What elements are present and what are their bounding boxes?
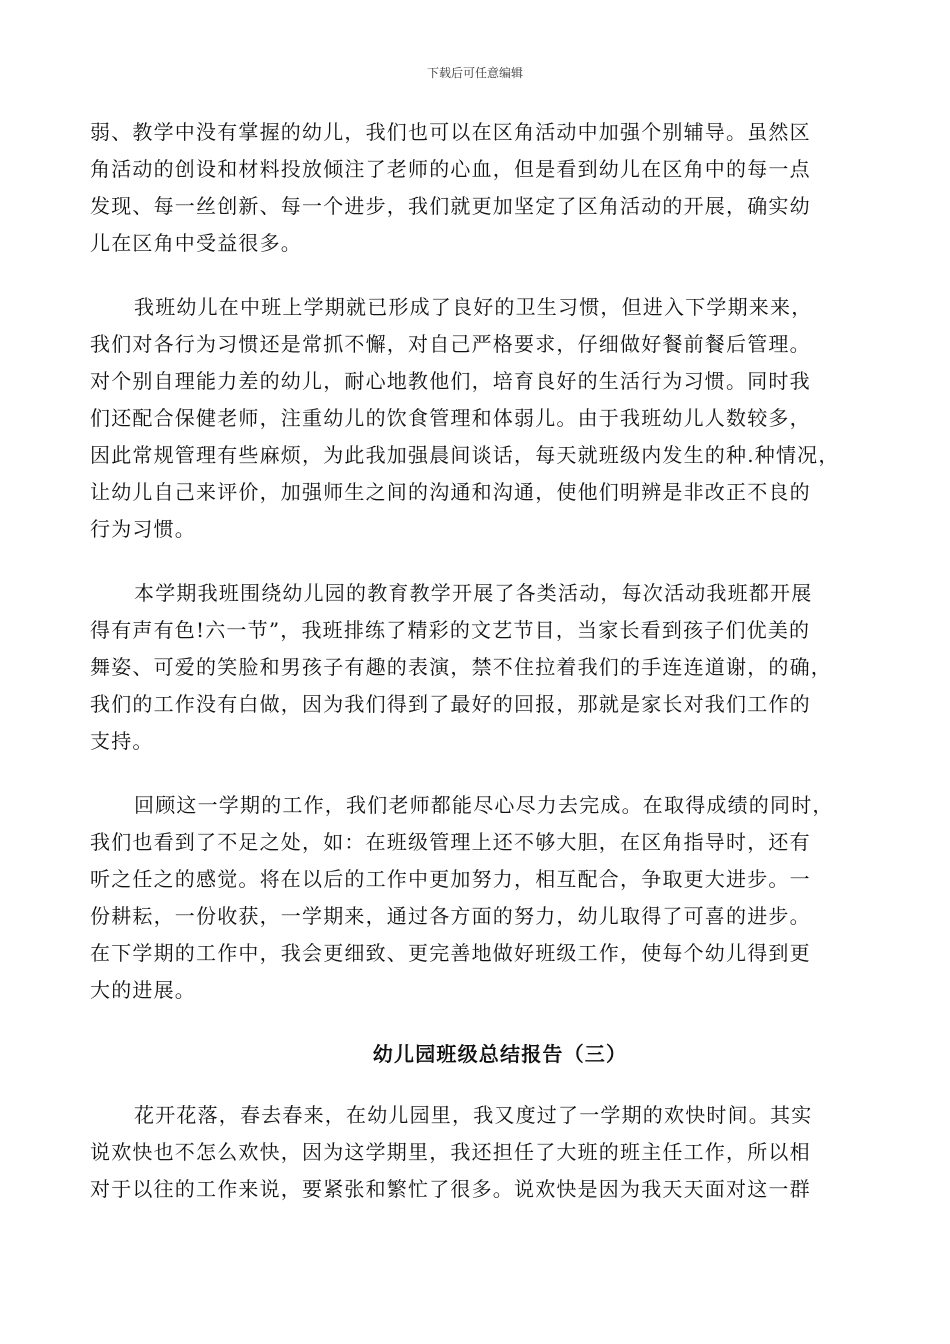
text-line: 儿在区角中受益很多。: [90, 231, 302, 255]
text-line: 因此常规管理有些麻烦，为此我加强晨间谈话，每天就班级内发生的种.种情况，: [90, 443, 840, 467]
section-title: 幼儿园班级总结报告（三）: [372, 1042, 628, 1066]
text-line: 对个别自理能力差的幼儿，耐心地教他们，培育良好的生活行为习惯。同时我: [90, 369, 811, 393]
page-header-note: 下载后可任意编辑: [426, 66, 523, 80]
text-line: 回顾这一学期的工作，我们老师都能尽心尽力去完成。在取得成绩的同时，: [134, 793, 834, 817]
text-line: 我们也看到了不足之处，如：在班级管理上还不够大胆，在区角指导时，还有: [90, 830, 811, 854]
paragraph-2: [90, 289, 870, 548]
text-line: 听之任之的感觉。将在以后的工作中更加努力，相互配合，争取更大进步。一: [90, 867, 811, 891]
paragraph-3: [90, 575, 870, 760]
text-line: 让幼儿自己来评价，加强师生之间的沟通和沟通，使他们明辨是非改正不良的: [90, 480, 811, 504]
paragraph-4: [90, 787, 870, 1009]
text-line: 我们对各行为习惯还是常抓不懈，对自己严格要求，仔细做好餐前餐后管理。: [90, 332, 811, 356]
text-line: 弱、教学中没有掌握的幼儿，我们也可以在区角活动中加强个别辅导。虽然区: [90, 120, 811, 144]
text-line: 我们的工作没有白做，因为我们得到了最好的回报，那就是家长对我们工作的: [90, 692, 811, 716]
text-line: 本学期我班围绕幼儿园的教育教学开展了各类活动，每次活动我班都开展: [134, 581, 813, 605]
text-line: 舞姿、可爱的笑脸和男孩子有趣的表演，禁不住拉着我们的手连连道谢，的确，: [90, 655, 832, 679]
text-line: 大的进展。: [90, 978, 196, 1002]
text-line: 份耕耘，一份收获，一学期来，通过各方面的努力，幼儿取得了可喜的进步。: [90, 904, 811, 928]
text-line: 支持。: [90, 729, 154, 753]
text-line: 说欢快也不怎么欢快，因为这学期里，我还担任了大班的班主任工作，所以相: [90, 1140, 811, 1164]
text-line: 对于以往的工作来说，要紧张和繁忙了很多。说欢快是因为我天天面对这一群: [90, 1177, 811, 1201]
document-body: [90, 114, 870, 1235]
section-paragraph: [90, 1097, 870, 1208]
text-line: 在下学期的工作中，我会更细致、更完善地做好班级工作，使每个幼儿得到更: [90, 941, 811, 965]
text-line: 行为习惯。: [90, 517, 196, 541]
text-line: 我班幼儿在中班上学期就已形成了良好的卫生习惯，但进入下学期来来，: [134, 295, 813, 319]
text-line: 发现、每一丝创新、每一个进步，我们就更加坚定了区角活动的开展，确实幼: [90, 194, 811, 218]
text-line: 们还配合保健老师，注重幼儿的饮食管理和体弱儿。由于我班幼儿人数较多，: [90, 406, 811, 430]
text-line: 角活动的创设和材料投放倾注了老师的心血，但是看到幼儿在区角中的每一点: [90, 157, 811, 181]
paragraph-1: [90, 114, 870, 262]
text-line: 得有声有色!六一节”，我班排练了精彩的文艺节目，当家长看到孩子们优美的: [90, 618, 811, 642]
text-line: 花开花落，春去春来，在幼儿园里，我又度过了一学期的欢快时间。其实: [134, 1103, 813, 1127]
